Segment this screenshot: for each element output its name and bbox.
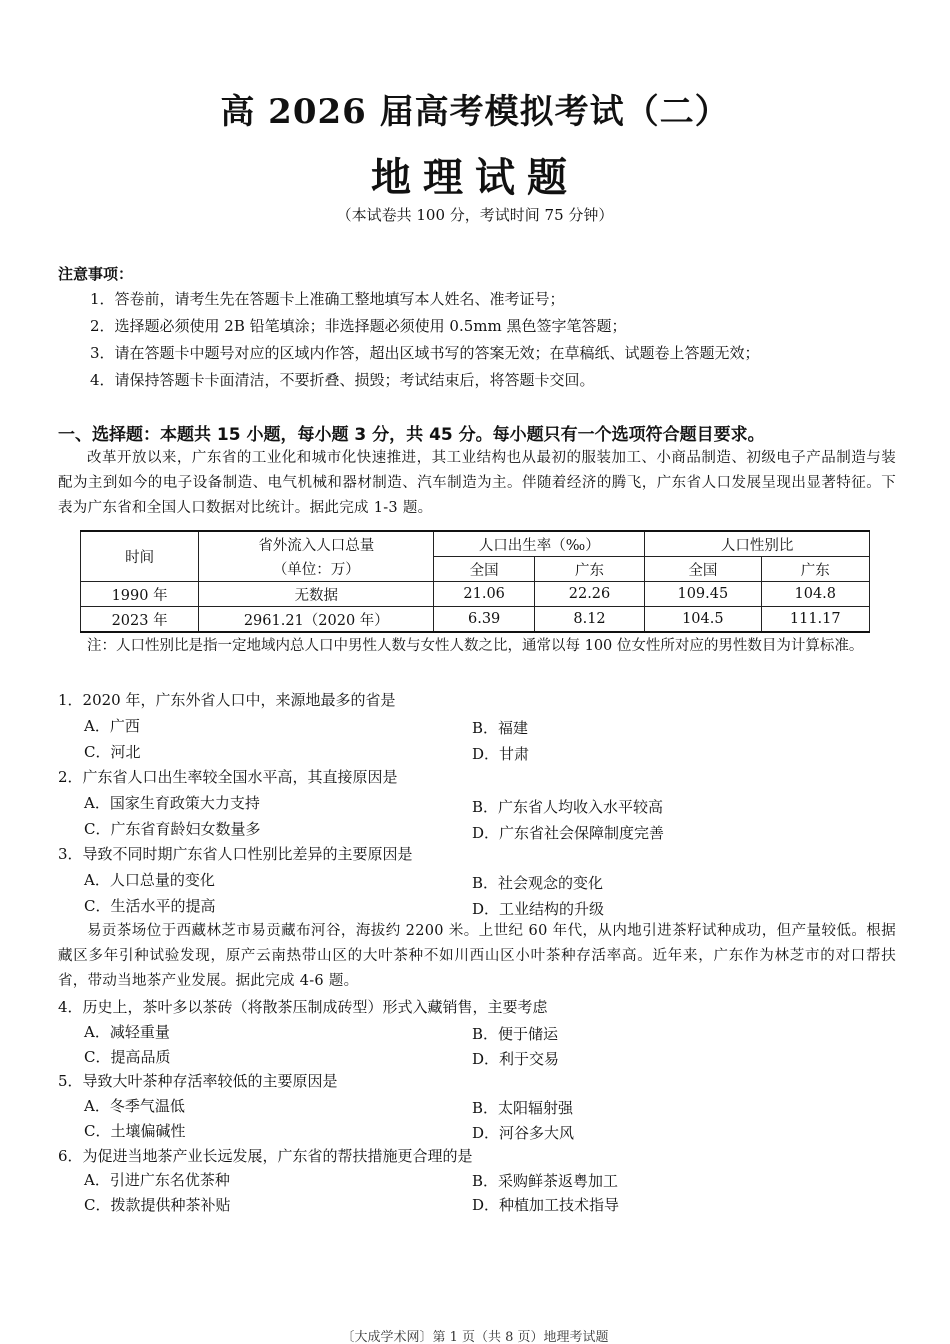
notice-item: 4．请保持答题卡卡面清洁，不要折叠、损毁；考试结束后，将答题卡交回。	[90, 371, 595, 389]
question-1-option-a: A．广西	[84, 717, 140, 735]
question-5-option-d: D．河谷多大风	[472, 1124, 575, 1142]
question-2-stem: 2．广东省人口出生率较全国水平高，其直接原因是	[58, 768, 398, 786]
question-4-option-a: A．减轻重量	[84, 1023, 170, 1041]
cell-sex-nation: 109.45	[645, 582, 761, 607]
section-heading: 一、选择题：本题共 15 小题，每小题 3 分，共 45 分。每小题只有一个选项符合题目要求。	[58, 425, 765, 445]
page-footer: 〔大成学术网〕第 1 页（共 8 页）地理考试题	[341, 1330, 609, 1344]
cell-time: 1990 年	[81, 582, 199, 607]
cell-birth-gd: 8.12	[534, 607, 644, 633]
question-5-stem: 5．导致大叶茶种存活率较低的主要原因是	[58, 1072, 338, 1090]
table-row	[81, 607, 870, 633]
question-4-option-b: B．便于储运	[472, 1025, 559, 1043]
header-guangdong: 广东	[761, 557, 869, 582]
cell-inflow: 无数据	[199, 582, 434, 607]
question-6-option-c: C．拨款提供种茶补贴	[84, 1196, 231, 1214]
question-3-option-a: A．人口总量的变化	[84, 871, 215, 889]
question-6-option-d: D．种植加工技术指导	[472, 1196, 620, 1214]
question-2-option-a: A．国家生育政策大力支持	[84, 794, 260, 812]
passage-2-text: 易贡茶场位于西藏林芝市易贡藏布河谷，海拔约 2200 米。上世纪 60 年代，从内地引进茶籽试种成功，但产量较低。根据藏区多年引种试验发现，原产云南热带山区的大叶茶种不如川西山区小叶茶种存活率高。近年来，广东作为林芝市的对口帮扶省，带动当地茶产业发展。据此完成 4-6 题。	[58, 923, 896, 989]
cell-sex-gd: 104.8	[761, 582, 869, 607]
header-nation: 全国	[434, 557, 534, 582]
cell-birth-nation: 21.06	[434, 582, 534, 607]
question-5-option-c: C．土壤偏碱性	[84, 1122, 186, 1140]
notice-title: 注意事项：	[58, 265, 134, 283]
population-table	[80, 530, 870, 633]
subject-title: 地理试题	[371, 155, 579, 201]
header-inflow: 省外流入人口总量	[199, 531, 434, 557]
question-1-option-c: C．河北	[84, 743, 141, 761]
cell-birth-nation: 6.39	[434, 607, 534, 633]
question-1-stem: 1．2020 年，广东外省人口中，来源地最多的省是	[58, 691, 396, 709]
question-2-option-c: C．广东省育龄妇女数量多	[84, 820, 261, 838]
header-sex-ratio: 人口性别比	[645, 531, 870, 557]
question-1-option-d: D．甘肃	[472, 745, 530, 763]
table-row	[81, 582, 870, 607]
cell-sex-nation: 104.5	[645, 607, 761, 633]
passage-1-text: 改革开放以来，广东省的工业化和城市化快速推进，其工业结构也从最初的服装加工、小商品制造、初级电子产品制造与装配为主到如今的电子设备制造、电气机械和器材制造、汽车制造为主。伴随着经济的腾飞，广东省人口发展呈现出显著特征。下表为广东省和全国人口数据对比统计。据此完成 1-3 题。	[58, 450, 896, 516]
notice-item: 2．选择题必须使用 2B 铅笔填涂；非选择题必须使用 0.5mm 黑色签字笔答题；	[90, 317, 627, 335]
passage-2	[58, 919, 896, 994]
question-3-option-d: D．工业结构的升级	[472, 900, 605, 918]
question-6-stem: 6．为促进当地茶产业长远发展，广东省的帮扶措施更合理的是	[58, 1147, 473, 1165]
question-4-option-d: D．利于交易	[472, 1050, 560, 1068]
exam-title: 高 2026 届高考模拟考试（二）	[220, 92, 730, 132]
question-1-option-b: B．福建	[472, 719, 529, 737]
question-6-option-b: B．采购鲜茶返粤加工	[472, 1172, 619, 1190]
notice-list	[90, 286, 760, 394]
exam-info: （本试卷共 100 分，考试时间 75 分钟）	[336, 206, 614, 224]
question-5-option-a: A．冬季气温低	[84, 1097, 185, 1115]
header-guangdong: 广东	[534, 557, 644, 582]
question-3-option-c: C．生活水平的提高	[84, 897, 216, 915]
header-time: 时间	[81, 531, 199, 582]
passage-1	[58, 446, 896, 521]
question-3-option-b: B．社会观念的变化	[472, 874, 604, 892]
header-birth-rate: 人口出生率（‰）	[434, 531, 645, 557]
question-4-option-c: C．提高品质	[84, 1048, 171, 1066]
question-4-stem: 4．历史上，茶叶多以茶砖（将散茶压制成砖型）形式入藏销售，主要考虑	[58, 998, 548, 1016]
notice-item: 3．请在答题卡中题号对应的区域内作答，超出区域书写的答案无效；在草稿纸、试题卷上答题无效；	[90, 344, 760, 362]
cell-sex-gd: 111.17	[761, 607, 869, 633]
cell-inflow: 2961.21（2020 年）	[199, 607, 434, 633]
cell-birth-gd: 22.26	[534, 582, 644, 607]
question-2-option-d: D．广东省社会保障制度完善	[472, 824, 665, 842]
header-nation: 全国	[645, 557, 761, 582]
question-5-option-b: B．太阳辐射强	[472, 1099, 574, 1117]
cell-time: 2023 年	[81, 607, 199, 633]
notice-item: 1．答卷前，请考生先在答题卡上准确工整地填写本人姓名、准考证号；	[90, 290, 565, 308]
question-6-option-a: A．引进广东名优茶种	[84, 1171, 230, 1189]
question-3-stem: 3．导致不同时期广东省人口性别比差异的主要原因是	[58, 845, 413, 863]
question-2-option-b: B．广东省人均收入水平较高	[472, 798, 664, 816]
header-inflow-unit: （单位：万）	[199, 557, 434, 582]
table-note: 注：人口性别比是指一定地域内总人口中男性人数与女性人数之比，通常以每 100 位女性所对应的男性数目为计算标准。	[87, 638, 864, 654]
